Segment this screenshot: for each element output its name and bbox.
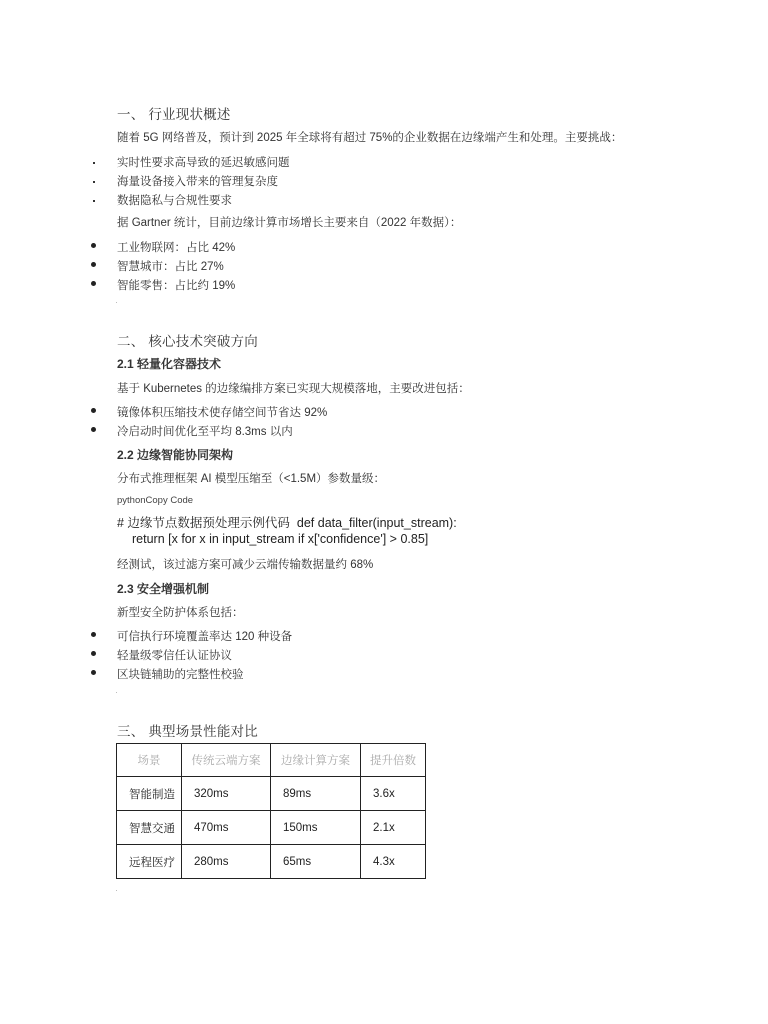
code-comment: # 边缘节点数据预处理示例代码 xyxy=(117,516,290,530)
list-marker xyxy=(93,181,95,183)
table-header-row xyxy=(117,744,426,777)
bullet-icon xyxy=(91,281,96,286)
subsection-2-1-intro: 基于 Kubernetes 的边缘编排方案已实现大规模落地，主要改进包括： xyxy=(117,383,470,395)
code-language-label: pythonCopy Code xyxy=(117,495,194,506)
challenge-item-3: 数据隐私与合规性要求 xyxy=(117,195,232,207)
security-item-2: 轻量级零信任认证协议 xyxy=(117,650,232,662)
subsection-2-1-title: 2.1 轻量化容器技术 xyxy=(117,357,222,371)
separator xyxy=(116,692,117,693)
bullet-icon xyxy=(91,243,96,248)
code-line-return: return [x for x in input_stream if x['confidence'] > 0.85] xyxy=(132,532,429,546)
table-cell: 智慧交通 xyxy=(117,811,182,845)
table-header: 提升倍数 xyxy=(361,744,426,777)
filter-result: 经测试，该过滤方案可减少云端传输数据量约 68% xyxy=(117,559,374,571)
security-item-3: 区块链辅助的完整性校验 xyxy=(117,669,244,681)
security-item-1: 可信执行环境覆盖率达 120 种设备 xyxy=(117,631,293,643)
section-3-title: 三、 典型场景性能对比 xyxy=(117,724,258,739)
bullet-icon xyxy=(91,427,96,432)
table-row xyxy=(117,811,426,845)
bullet-icon xyxy=(91,632,96,637)
bullet-icon xyxy=(91,262,96,267)
bullet-icon xyxy=(91,408,96,413)
table-cell: 4.3x xyxy=(361,845,426,879)
code-line-comment xyxy=(117,513,457,531)
stat-item-2: 智慧城市：占比 27% xyxy=(117,261,224,273)
bullet-icon xyxy=(91,670,96,675)
table-cell: 3.6x xyxy=(361,777,426,811)
list-marker xyxy=(93,162,95,164)
table-cell: 320ms xyxy=(182,777,271,811)
code-def: def data_filter(input_stream): xyxy=(296,516,457,530)
bullet-icon xyxy=(91,651,96,656)
table-cell: 280ms xyxy=(182,845,271,879)
subsection-2-3-title: 2.3 安全增强机制 xyxy=(117,582,210,596)
challenge-item-1: 实时性要求高导致的延迟敏感问题 xyxy=(117,157,290,169)
subsection-2-2-intro: 分布式推理框架 AI 模型压缩至（<1.5M）参数量级： xyxy=(117,473,386,485)
subsection-2-2-title: 2.2 边缘智能协同架构 xyxy=(117,448,234,462)
table-row xyxy=(117,845,426,879)
gartner-paragraph: 据 Gartner 统计，目前边缘计算市场增长主要来自（2022 年数据）： xyxy=(117,217,462,229)
list-marker xyxy=(93,200,95,202)
section-1-title: 一、 行业现状概述 xyxy=(117,107,231,122)
table-row xyxy=(117,777,426,811)
challenge-item-2: 海量设备接入带来的管理复杂度 xyxy=(117,176,278,188)
separator xyxy=(116,890,117,891)
performance-table xyxy=(116,743,426,879)
table-header: 场景 xyxy=(117,744,182,777)
table-header: 边缘计算方案 xyxy=(271,744,361,777)
stat-item-3: 智能零售：占比约 19% xyxy=(117,280,236,292)
section-2-title: 二、 核心技术突破方向 xyxy=(117,334,258,349)
table-cell: 89ms xyxy=(271,777,361,811)
table-cell: 470ms xyxy=(182,811,271,845)
subsection-2-3-intro: 新型安全防护体系包括： xyxy=(117,607,244,619)
table-header: 传统云端方案 xyxy=(182,744,271,777)
container-item-1: 镜像体积压缩技术使存储空间节省达 92% xyxy=(117,407,328,419)
container-item-2: 冷启动时间优化至平均 8.3ms 以内 xyxy=(117,426,293,438)
table-cell: 2.1x xyxy=(361,811,426,845)
table-cell: 65ms xyxy=(271,845,361,879)
table-cell: 150ms xyxy=(271,811,361,845)
section-1-intro: 随着 5G 网络普及，预计到 2025 年全球将有超过 75%的企业数据在边缘端产生和处理。主要挑战： xyxy=(117,132,623,144)
table-cell: 智能制造 xyxy=(117,777,182,811)
stat-item-1: 工业物联网：占比 42% xyxy=(117,242,236,254)
table-cell: 远程医疗 xyxy=(117,845,182,879)
separator xyxy=(116,302,117,303)
